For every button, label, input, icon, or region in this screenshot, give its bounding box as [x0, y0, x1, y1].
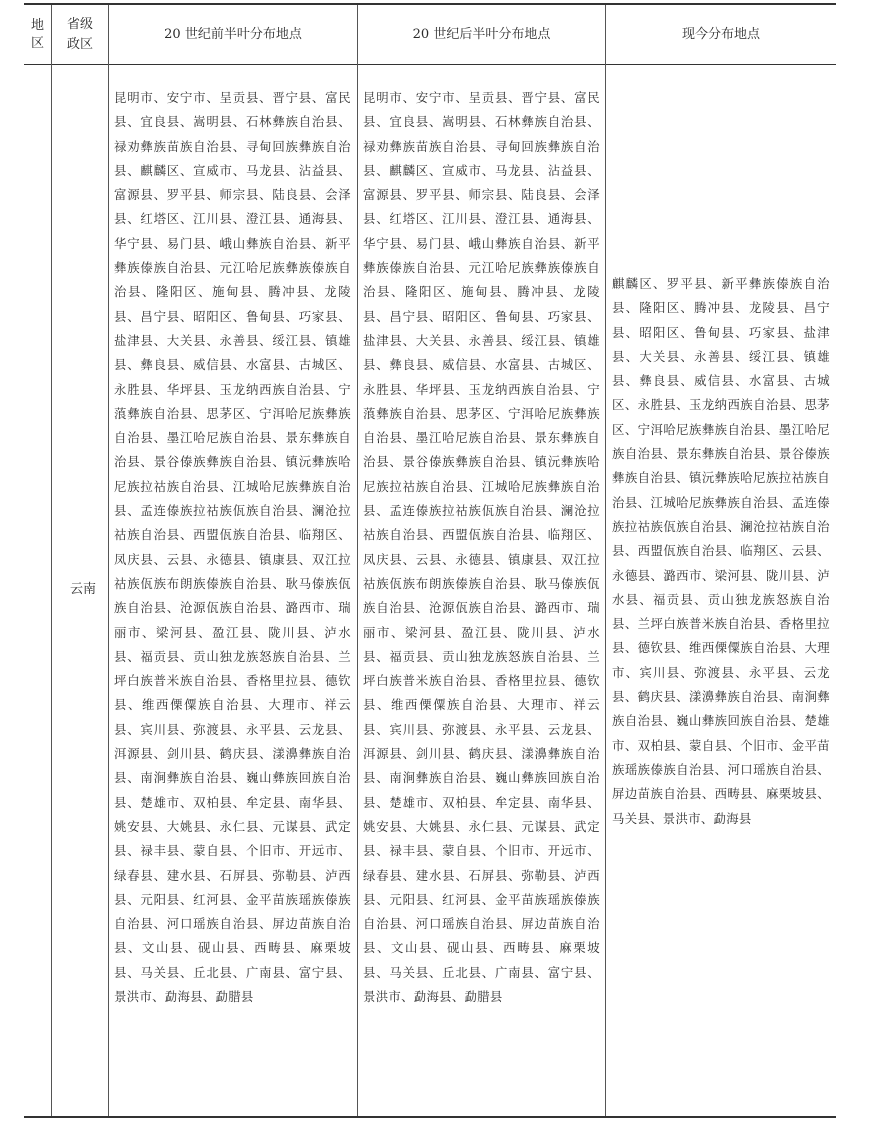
- header-early-20th-cell: [109, 5, 357, 64]
- column-divider: [51, 5, 52, 1116]
- header-region: 地区: [30, 17, 44, 51]
- header-late-20th: 20 世纪后半叶分布地点: [412, 26, 551, 42]
- late-20th-locations: 昆明市、安宁市、呈贡县、晋宁县、富民县、宜良县、嵩明县、石林彝族自治县、禄劝彝族苗族自治县、寻甸回族彝族自治县、麒麟区、宣威市、马龙县、沾益县、富源县、罗平县、师宗县、陆良县、会泽县、红塔区、江川县、澄江县、通海县、华宁县、易门县、峨山彝族自治县、新平彝族傣族自治县、元江哈尼族彝族傣族自治县、隆阳区、施甸县、腾冲县、龙陵县、昌宁县、昭阳区、鲁甸县、巧家县、盐津县、大关县、永善县、绥江县、镇雄县、彝良县、威信县、水富县、古城区、永胜县、华坪县、玉龙纳西族自治县、宁蒗彝族自治县、思茅区、宁洱哈尼族彝族自治县、墨江哈尼族自治县、景东彝族自治县、景谷傣族彝族自治县、镇沅彝族哈尼族拉祜族自治县、江城哈尼族彝族自治县、孟连傣族拉祜族佤族自治县、澜沧拉祜族自治县、西盟佤族自治县、临翔区、凤庆县、云县、永德县、镇康县、双江拉祜族佤族布朗族傣族自治县、耿马傣族佤族自治县、沧源佤族自治县、潞西市、瑞丽市、梁河县、盈江县、陇川县、泸水县、福贡县、贡山独龙族怒族自治县、兰坪白族普米族自治县、香格里拉县、德钦县、维西傈僳族自治县、大理市、祥云县、宾川县、弥渡县、永平县、云龙县、洱源县、剑川县、鹤庆县、漾濞彝族自治县、南涧彝族自治县、巍山彝族回族自治县、楚雄市、双柏县、牟定县、南华县、姚安县、大姚县、永仁县、元谋县、武定县、禄丰县、蒙自县、个旧市、开远市、绿春县、建水县、石屏县、弥勒县、泸西县、元阳县、红河县、金平苗族瑶族傣族自治县、河口瑶族自治县、屏边苗族自治县、文山县、砚山县、西畴县、麻栗坡县、马关县、丘北县、广南县、富宁县、景洪市、勐海县、勐腊县: [363, 90, 600, 1004]
- header-late-20th-cell: [358, 5, 605, 64]
- current-locations: 麒麟区、罗平县、新平彝族傣族自治县、隆阳区、腾冲县、龙陵县、昌宁县、昭阳区、鲁甸县、巧家县、盐津县、大关县、永善县、绥江县、镇雄县、彝良县、威信县、水富县、古城区、永胜县、玉龙纳西族自治县、思茅区、宁洱哈尼族彝族自治县、墨江哈尼族自治县、景东彝族自治县、景谷傣族彝族自治县、镇沅彝族哈尼族拉祜族自治县、江城哈尼族彝族自治县、孟连傣族拉祜族佤族自治县、澜沧拉祜族自治县、西盟佤族自治县、临翔区、云县、永德县、潞西市、梁河县、陇川县、泸水县、福贡县、贡山独龙族怒族自治县、兰坪白族普米族自治县、香格里拉县、德钦县、维西傈僳族自治县、大理市、宾川县、弥渡县、永平县、云龙县、鹤庆县、漾濞彝族自治县、南涧彝族自治县、巍山彝族回族自治县、楚雄市、双柏县、蒙自县、个旧市、金平苗族瑶族傣族自治县、河口瑶族自治县、屏边苗族自治县、西畴县、麻栗坡县、马关县、景洪市、勐海县: [612, 276, 830, 826]
- early-20th-locations: 昆明市、安宁市、呈贡县、晋宁县、富民县、宜良县、嵩明县、石林彝族自治县、禄劝彝族苗族自治县、寻甸回族彝族自治县、麒麟区、宣威市、马龙县、沾益县、富源县、罗平县、师宗县、陆良县、会泽县、红塔区、江川县、澄江县、通海县、华宁县、易门县、峨山彝族自治县、新平彝族傣族自治县、元江哈尼族彝族傣族自治县、隆阳区、施甸县、腾冲县、龙陵县、昌宁县、昭阳区、鲁甸县、巧家县、盐津县、大关县、永善县、绥江县、镇雄县、彝良县、威信县、水富县、古城区、永胜县、华坪县、玉龙纳西族自治县、宁蒗彝族自治县、思茅区、宁洱哈尼族彝族自治县、墨江哈尼族自治县、景东彝族自治县、景谷傣族彝族自治县、镇沅彝族哈尼族拉祜族自治县、江城哈尼族彝族自治县、孟连傣族拉祜族佤族自治县、澜沧拉祜族自治县、西盟佤族自治县、临翔区、凤庆县、云县、永德县、镇康县、双江拉祜族佤族布朗族傣族自治县、耿马傣族佤族自治县、沧源佤族自治县、潞西市、瑞丽市、梁河县、盈江县、陇川县、泸水县、福贡县、贡山独龙族怒族自治县、兰坪白族普米族自治县、香格里拉县、德钦县、维西傈僳族自治县、大理市、祥云县、宾川县、弥渡县、永平县、云龙县、洱源县、剑川县、鹤庆县、漾濞彝族自治县、南涧彝族自治县、巍山彝族回族自治县、楚雄市、双柏县、牟定县、南华县、姚安县、大姚县、永仁县、元谋县、武定县、禄丰县、蒙自县、个旧市、开远市、绿春县、建水县、石屏县、弥勒县、泸西县、元阳县、红河县、金平苗族瑶族傣族自治县、河口瑶族自治县、屏边苗族自治县、文山县、砚山县、西畴县、麻栗坡县、马关县、丘北县、广南县、富宁县、景洪市、勐海县、勐腊县: [114, 90, 351, 1004]
- province-name: 云南: [69, 582, 96, 597]
- header-province-cell: [52, 5, 108, 64]
- table-bottom-rule: [24, 1116, 836, 1118]
- header-bottom-rule: [24, 64, 836, 65]
- column-divider: [605, 5, 606, 1116]
- header-early-20th: 20 世纪前半叶分布地点: [164, 26, 302, 42]
- header-current-cell: [606, 5, 836, 64]
- column-divider: [357, 5, 358, 1116]
- header-region-cell: [24, 5, 51, 64]
- header-current: 现今分布地点: [681, 26, 760, 42]
- header-province: 省级政区: [66, 16, 93, 52]
- column-divider: [108, 5, 109, 1116]
